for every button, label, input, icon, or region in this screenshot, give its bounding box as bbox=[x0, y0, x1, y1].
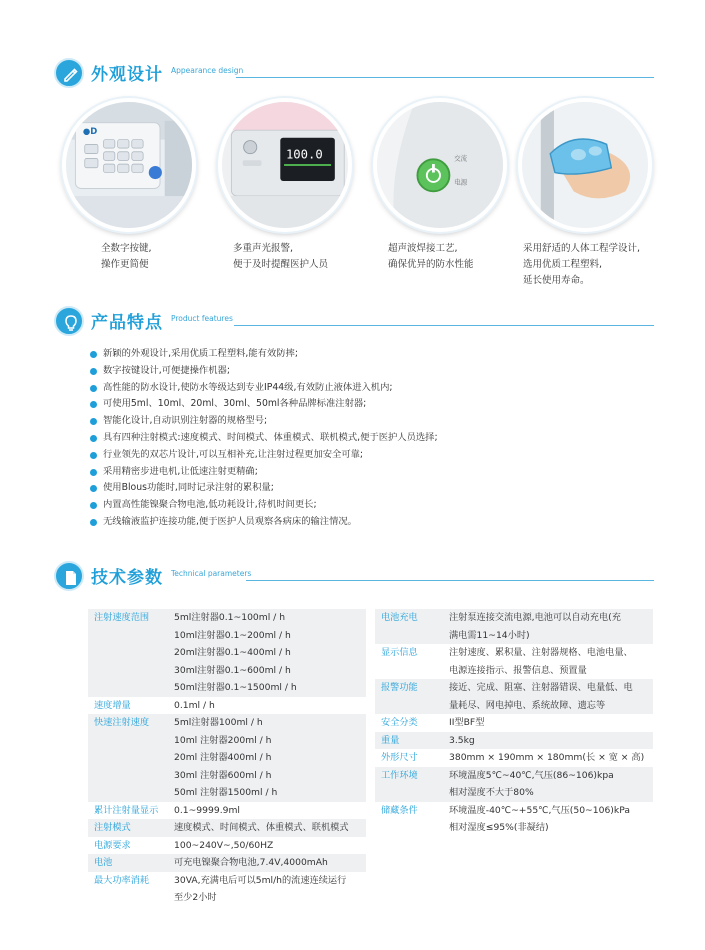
param-key: 安全分类 bbox=[381, 717, 418, 728]
param-row bbox=[375, 819, 653, 837]
param-value: 环境温度5℃~40℃,气压(86~106)kpa bbox=[445, 767, 653, 785]
param-row bbox=[88, 872, 366, 890]
feature-item bbox=[90, 464, 650, 481]
param-row bbox=[88, 732, 366, 750]
feature-text: 具有四种注射模式:速度模式、时间模式、体重模式、联机模式,便于医护人员选择; bbox=[103, 431, 438, 443]
bullet-icon bbox=[90, 418, 97, 425]
param-value: 10ml 注射器200ml / h bbox=[170, 732, 366, 750]
param-value: 30VA,充满电后可以5ml/h的流速连续运行 bbox=[174, 874, 347, 886]
param-key: 电源要求 bbox=[94, 839, 131, 851]
section-header-features bbox=[54, 306, 654, 338]
screen-reading: 100.0 bbox=[285, 147, 323, 162]
lightbulb-icon bbox=[54, 306, 84, 336]
section-title: 技术参数 bbox=[91, 568, 163, 588]
param-value: 100~240V~,50/60HZ bbox=[174, 839, 274, 851]
param-value: 环境温度-40℃~+55℃,气压(50~106)kPa bbox=[449, 804, 630, 816]
param-key: 快速注射速度 bbox=[88, 714, 170, 732]
param-key: 外形尺寸 bbox=[381, 752, 418, 763]
feature-text: 数字按键设计,可便捷操作机器; bbox=[103, 364, 230, 376]
param-row bbox=[88, 837, 366, 855]
bullet-icon bbox=[90, 469, 97, 476]
bullet-icon bbox=[90, 519, 97, 526]
feature-text: 无线输液监护连接功能,便于医护人员观察各病床的输注情况。 bbox=[103, 515, 357, 527]
feature-item bbox=[90, 396, 650, 413]
param-row bbox=[88, 802, 366, 820]
section-subtitle: Technical parameters bbox=[171, 569, 252, 578]
feature-text: 新颖的外观设计,采用优质工程塑料,能有效防摔; bbox=[103, 348, 298, 359]
bullet-icon bbox=[90, 401, 97, 408]
feature-text: 智能化设计,自动识别注射器的规格型号; bbox=[103, 415, 268, 427]
caption-ergonomic: 采用舒适的人体工程学设计, 选用优质工程塑料, 延长使用寿命。 bbox=[523, 243, 641, 286]
param-key: 重量 bbox=[375, 732, 445, 750]
feature-item bbox=[90, 447, 650, 464]
param-row bbox=[375, 609, 653, 627]
param-key bbox=[375, 819, 445, 837]
svg-text:电源: 电源 bbox=[454, 178, 468, 187]
feature-item bbox=[90, 363, 650, 380]
param-row bbox=[375, 662, 653, 680]
section-subtitle: Product features bbox=[171, 314, 233, 323]
param-key bbox=[88, 749, 170, 767]
param-value: 20ml注射器0.1~400ml / h bbox=[170, 644, 366, 662]
feature-text: 采用精密步进电机,让低速注射更精确; bbox=[103, 465, 258, 477]
bullet-icon bbox=[90, 385, 97, 392]
section-rule bbox=[246, 580, 654, 581]
param-key: 电池 bbox=[88, 854, 170, 872]
param-key bbox=[375, 627, 445, 645]
section-subtitle: Appearance design bbox=[171, 66, 244, 75]
param-key: 速度增量 bbox=[94, 699, 131, 711]
param-value: 10ml注射器0.1~200ml / h bbox=[170, 627, 366, 645]
bullet-icon bbox=[90, 452, 97, 459]
params-table-right bbox=[375, 609, 653, 837]
param-key: 报警功能 bbox=[375, 679, 445, 697]
param-value: II型BF型 bbox=[449, 717, 485, 728]
param-value: 30ml注射器0.1~600ml / h bbox=[170, 662, 366, 680]
param-value: 50ml注射器0.1~1500ml / h bbox=[170, 679, 366, 697]
section-rule bbox=[236, 77, 654, 78]
pencil-icon bbox=[54, 58, 84, 88]
param-row bbox=[88, 697, 366, 715]
param-row bbox=[88, 627, 366, 645]
features-list bbox=[90, 346, 650, 531]
param-key: 电池充电 bbox=[375, 609, 445, 627]
params-table-left bbox=[88, 609, 366, 907]
caption-waterproof: 超声波焊接工艺, 确保优异的防水性能 bbox=[388, 243, 474, 270]
bullet-icon bbox=[90, 368, 97, 375]
param-value: 20ml 注射器400ml / h bbox=[170, 749, 366, 767]
param-value: 5ml注射器0.1~100ml / h bbox=[170, 609, 366, 627]
param-value: 5ml注射器100ml / h bbox=[170, 714, 366, 732]
svg-text:交流: 交流 bbox=[454, 154, 468, 163]
section-title: 产品特点 bbox=[91, 313, 163, 333]
feature-text: 使用Blous功能时,同时记录注射的累积量; bbox=[103, 482, 274, 494]
param-value: 0.1~9999.9ml bbox=[174, 804, 240, 816]
param-row bbox=[375, 784, 653, 802]
keypad-photo bbox=[62, 98, 196, 232]
feature-text: 内置高性能镍聚合物电池,低功耗设计,待机时间更长; bbox=[103, 499, 317, 511]
feature-text: 高性能的防水设计,使防水等级达到专业IP44级,有效防止液体进入机内; bbox=[103, 381, 393, 393]
param-value: 50ml 注射器1500ml / h bbox=[170, 784, 366, 802]
param-row bbox=[88, 819, 366, 837]
bullet-icon bbox=[90, 351, 97, 358]
param-row bbox=[88, 889, 366, 907]
bullet-icon bbox=[90, 485, 97, 492]
param-key bbox=[88, 767, 170, 785]
param-key bbox=[88, 662, 170, 680]
feature-item bbox=[90, 413, 650, 430]
param-row bbox=[375, 644, 653, 662]
param-row bbox=[88, 767, 366, 785]
param-value: 速度模式、时间模式、体重模式、联机模式 bbox=[170, 819, 366, 837]
caption-keypad: 全数字按键, 操作更简便 bbox=[101, 243, 152, 270]
feature-item bbox=[90, 497, 650, 514]
power-button-photo bbox=[373, 98, 507, 232]
param-row bbox=[88, 679, 366, 697]
param-key bbox=[88, 889, 170, 907]
param-row bbox=[375, 679, 653, 697]
param-value: 0.1ml / h bbox=[174, 699, 215, 711]
section-header-technical bbox=[54, 561, 654, 593]
param-key bbox=[88, 732, 170, 750]
param-value: 注射泵连接交流电源,电池可以自动充电(充 bbox=[445, 609, 653, 627]
caption-alarm: 多重声光报警, 便于及时提醒医护人员 bbox=[233, 243, 329, 270]
param-key bbox=[375, 784, 445, 802]
param-key bbox=[88, 784, 170, 802]
section-rule bbox=[234, 325, 654, 326]
feature-item bbox=[90, 514, 650, 531]
param-row bbox=[88, 644, 366, 662]
param-row bbox=[375, 749, 653, 767]
param-value: 量耗尽、网电掉电、系统故障、遗忘等 bbox=[445, 697, 653, 715]
param-key bbox=[88, 627, 170, 645]
param-row bbox=[375, 802, 653, 820]
param-value: 注射速度、累积量、注射器规格、电池电量、 bbox=[449, 647, 633, 658]
param-key: 显示信息 bbox=[381, 647, 418, 658]
section-title: 外观设计 bbox=[91, 65, 163, 85]
param-row bbox=[88, 749, 366, 767]
param-key: 工作环境 bbox=[375, 767, 445, 785]
param-value: 至少2小时 bbox=[174, 892, 217, 903]
param-value: 3.5kg bbox=[445, 732, 653, 750]
param-key bbox=[375, 697, 445, 715]
param-key bbox=[375, 662, 445, 680]
param-value: 相对湿度不大于80% bbox=[445, 784, 653, 802]
param-key: 注射速度范围 bbox=[88, 609, 170, 627]
document-icon bbox=[54, 561, 84, 591]
bullet-icon bbox=[90, 502, 97, 509]
param-key bbox=[88, 644, 170, 662]
section-header-appearance bbox=[54, 58, 654, 90]
feature-text: 可使用5ml、10ml、20ml、30ml、50ml各种品牌标准注射器; bbox=[103, 398, 367, 410]
feature-text: 行业领先的双芯片设计,可以互相补充,让注射过程更加安全可靠; bbox=[103, 448, 364, 460]
param-row bbox=[375, 627, 653, 645]
param-key: 累计注射量显示 bbox=[94, 804, 159, 816]
param-key bbox=[88, 679, 170, 697]
param-row bbox=[88, 854, 366, 872]
param-row bbox=[88, 609, 366, 627]
param-row bbox=[375, 732, 653, 750]
param-value: 30ml 注射器600ml / h bbox=[170, 767, 366, 785]
param-value: 接近、完成、阻塞、注射器错误、电量低、电 bbox=[445, 679, 653, 697]
param-key: 最大功率消耗 bbox=[94, 874, 150, 886]
param-value: 380mm × 190mm × 180mm(长 × 宽 × 高) bbox=[449, 752, 645, 763]
feature-item bbox=[90, 480, 650, 497]
param-value: 满电需11~14小时) bbox=[445, 627, 653, 645]
param-row bbox=[375, 767, 653, 785]
bullet-icon bbox=[90, 435, 97, 442]
param-row bbox=[88, 784, 366, 802]
param-row bbox=[375, 697, 653, 715]
display-photo bbox=[218, 98, 352, 232]
ergonomic-clamp-photo bbox=[518, 98, 652, 232]
feature-item bbox=[90, 380, 650, 397]
param-row bbox=[375, 714, 653, 732]
param-row bbox=[88, 714, 366, 732]
param-key: 注射模式 bbox=[88, 819, 170, 837]
param-value: 电源连接指示、报警信息、预置量 bbox=[449, 664, 587, 676]
param-row bbox=[88, 662, 366, 680]
feature-item bbox=[90, 430, 650, 447]
feature-item bbox=[90, 346, 650, 363]
param-value: 相对湿度≤95%(非凝结) bbox=[449, 822, 549, 833]
param-value: 可充电镍聚合物电池,7.4V,4000mAh bbox=[170, 854, 366, 872]
param-key: 储藏条件 bbox=[381, 804, 418, 816]
svg-text:●D: ●D bbox=[82, 125, 98, 136]
